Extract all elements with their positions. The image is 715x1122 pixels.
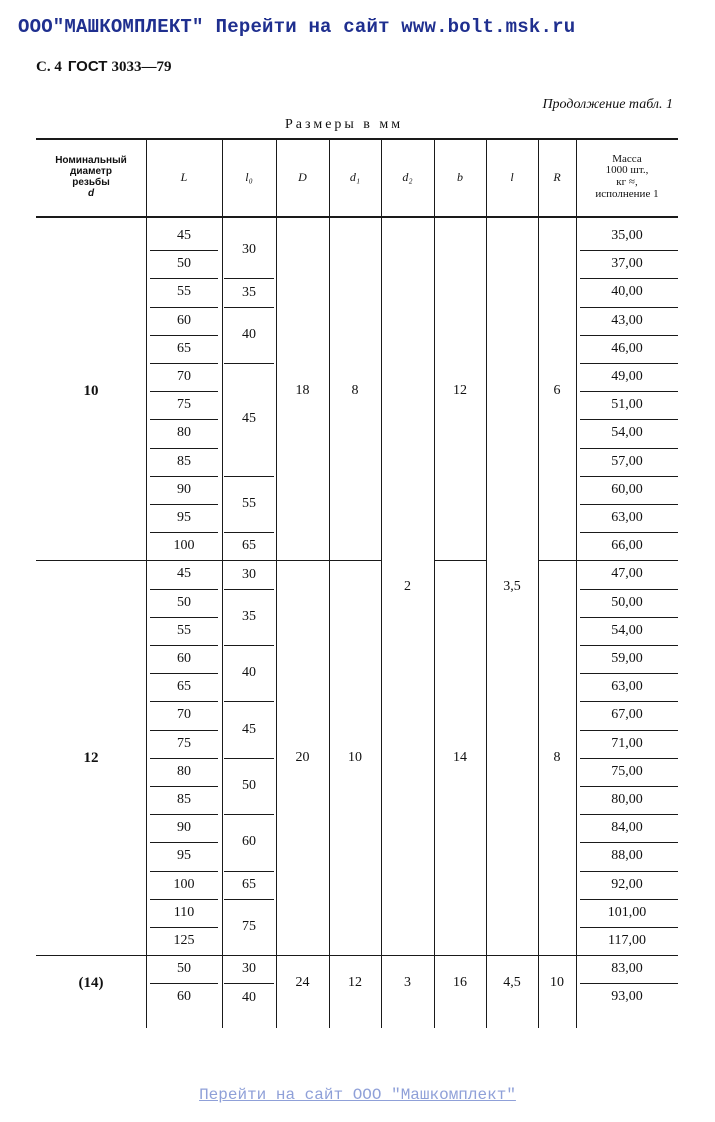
- cell-l0: 60: [242, 834, 256, 850]
- rule-horizontal: [580, 504, 678, 505]
- cell-d1: 12: [348, 975, 362, 991]
- rule-horizontal: [580, 645, 678, 646]
- rule-horizontal: [224, 589, 274, 590]
- rule-horizontal: [580, 391, 678, 392]
- rule-horizontal: [224, 476, 274, 477]
- cell-D: 24: [295, 975, 310, 991]
- table-continuation: Продолжение табл. 1: [542, 97, 673, 112]
- cell-mass: 88,00: [611, 848, 643, 864]
- rule-horizontal: [580, 983, 678, 984]
- header-d-line: Номинальный: [55, 155, 127, 166]
- rule-horizontal: [150, 730, 218, 731]
- cell-L: 45: [177, 566, 191, 582]
- cell-d2: 3: [404, 975, 411, 991]
- cell-l0: 35: [242, 608, 256, 624]
- header-R: R: [553, 169, 561, 184]
- cell-L: 70: [177, 707, 191, 723]
- header-L: L: [180, 169, 188, 184]
- rule-horizontal: [150, 899, 218, 900]
- rule-horizontal: [538, 560, 678, 561]
- cell-l0: 30: [242, 242, 256, 258]
- rule-horizontal: [224, 814, 274, 815]
- rule-horizontal: [150, 307, 218, 308]
- banner-company: ООО"МАШКОМПЛЕКТ": [18, 16, 204, 38]
- cell-L: 110: [173, 904, 195, 920]
- cell-b: 16: [453, 975, 467, 991]
- cell-l0: 30: [242, 961, 256, 977]
- header-d: [36, 138, 146, 216]
- cell-l0: 55: [242, 496, 256, 511]
- cell-l0: 40: [242, 989, 256, 1005]
- cell-l0: 40: [242, 326, 256, 342]
- rule-horizontal: [224, 871, 274, 872]
- rule-horizontal: [580, 335, 678, 336]
- cell-L: 95: [177, 510, 191, 525]
- cell-mass: 75,00: [611, 763, 643, 779]
- header-d-line: резьбы: [72, 177, 110, 188]
- rule-horizontal: [580, 617, 678, 618]
- cell-l0: 65: [242, 538, 256, 554]
- rule-horizontal: [150, 589, 218, 590]
- rule-horizontal: [580, 673, 678, 674]
- rule-horizontal: [580, 363, 678, 364]
- rule-horizontal: [224, 899, 274, 900]
- cell-b: 14: [453, 749, 467, 765]
- cell-d: 12: [83, 749, 99, 766]
- cell-L: 90: [177, 820, 191, 836]
- rule-horizontal: [580, 871, 678, 872]
- cell-mass: 54,00: [611, 622, 643, 638]
- cell-mass: 83,00: [611, 961, 643, 977]
- page-number: С. 4: [36, 59, 62, 75]
- rule-horizontal: [150, 448, 218, 449]
- cell-mass: 60,00: [611, 481, 643, 497]
- rule-horizontal: [150, 758, 218, 759]
- header-d1: d₁: [349, 169, 361, 184]
- rule-horizontal: [580, 899, 678, 900]
- rule-horizontal: [36, 955, 678, 956]
- rule-horizontal: [580, 307, 678, 308]
- cell-mass: 35,00: [611, 228, 643, 243]
- cell-D: 18: [295, 383, 310, 399]
- cell-mass: 40,00: [611, 284, 643, 300]
- rule-vertical: [222, 138, 223, 1028]
- cell-mass: 59,00: [611, 651, 643, 666]
- rule-vertical: [434, 138, 435, 1028]
- cell-d: 10: [83, 383, 99, 400]
- cell-mass: 71,00: [611, 735, 643, 751]
- rule-horizontal: [580, 448, 678, 449]
- rule-horizontal: [36, 560, 381, 561]
- header-b: b: [457, 169, 463, 184]
- cell-L: 65: [177, 679, 191, 695]
- cell-L: 60: [177, 989, 191, 1005]
- rule-horizontal: [224, 645, 274, 646]
- cell-mass: 54,00: [611, 425, 643, 441]
- cell-D: 20: [295, 749, 310, 765]
- rule-horizontal: [580, 532, 678, 533]
- rule-horizontal: [150, 532, 218, 533]
- cell-R: 8: [553, 749, 561, 765]
- rule-vertical: [538, 138, 539, 1028]
- rule-horizontal: [580, 814, 678, 815]
- rule-horizontal: [580, 589, 678, 590]
- rule-horizontal: [580, 842, 678, 843]
- cell-mass: 84,00: [611, 820, 643, 836]
- header-mass-line: Масса: [612, 152, 642, 165]
- banner-link[interactable]: Перейти на сайт www.bolt.msk.ru: [215, 16, 576, 38]
- cell-l-shared: 3,5: [503, 578, 521, 594]
- cell-d: (14): [78, 975, 104, 992]
- cell-L: 80: [177, 425, 191, 441]
- cell-mass: 63,00: [611, 510, 643, 525]
- rule-horizontal: [150, 814, 218, 815]
- cell-mass: 66,00: [611, 538, 643, 554]
- footer-link[interactable]: Перейти на сайт ООО "Машкомплект": [199, 1086, 516, 1104]
- cell-L: 60: [177, 651, 191, 666]
- header-l0: l₀: [245, 169, 253, 184]
- cell-L: 50: [177, 961, 191, 977]
- cell-L: 45: [177, 228, 191, 243]
- cell-L: 75: [177, 397, 191, 413]
- cell-R: 10: [550, 975, 564, 991]
- rule-horizontal: [150, 391, 218, 392]
- rule-horizontal: [434, 560, 486, 561]
- cell-L: 80: [177, 763, 191, 779]
- cell-L: 85: [177, 453, 191, 469]
- rule-horizontal: [224, 363, 274, 364]
- cell-L: 75: [177, 735, 191, 751]
- rule-horizontal: [150, 419, 218, 420]
- cell-L: 100: [173, 876, 195, 892]
- header-mass: [576, 138, 678, 216]
- cell-mass: 63,00: [611, 679, 643, 695]
- cell-L: 90: [177, 481, 191, 497]
- rule-horizontal: [580, 730, 678, 731]
- rule-horizontal: [580, 278, 678, 279]
- rule-horizontal: [150, 504, 218, 505]
- rule-horizontal: [36, 216, 678, 218]
- header-mass-line: 1000 шт.,: [605, 164, 649, 177]
- rule-horizontal: [580, 476, 678, 477]
- cell-L: 60: [177, 312, 191, 328]
- standard-name: ГОСТ: [67, 58, 108, 75]
- cell-mass: 80,00: [611, 792, 643, 807]
- rule-horizontal: [224, 278, 274, 279]
- cell-mass: 47,00: [611, 566, 643, 582]
- cell-l0: 35: [242, 284, 256, 300]
- cell-L: 50: [177, 594, 191, 610]
- cell-d2-shared: 2: [404, 578, 411, 594]
- cell-L: 85: [177, 792, 191, 807]
- cell-d1: 10: [348, 749, 362, 765]
- site-banner[interactable]: [18, 16, 575, 38]
- standard-number: 3033—79: [111, 59, 172, 75]
- cell-l0: 30: [242, 566, 256, 582]
- cell-mass: 92,00: [611, 876, 643, 892]
- rule-horizontal: [580, 250, 678, 251]
- rule-horizontal: [150, 786, 218, 787]
- rule-horizontal: [150, 335, 218, 336]
- rule-horizontal: [580, 419, 678, 420]
- header-l: l: [510, 169, 514, 184]
- cell-l0: 65: [242, 876, 256, 892]
- header-mass-line: исполнение 1: [595, 187, 659, 200]
- rule-horizontal: [150, 983, 218, 984]
- rule-horizontal: [580, 786, 678, 787]
- cell-mass: 101,00: [607, 904, 647, 920]
- rule-horizontal: [224, 701, 274, 702]
- cell-mass: 117,00: [608, 933, 646, 948]
- rule-vertical: [329, 138, 330, 1028]
- cell-L: 125: [173, 933, 195, 948]
- cell-L: 50: [177, 256, 191, 272]
- rule-horizontal: [150, 927, 218, 928]
- header-d-line: диаметр: [70, 166, 112, 177]
- cell-l0: 50: [242, 778, 256, 793]
- cell-L: 70: [177, 369, 191, 384]
- cell-mass: 93,00: [611, 989, 643, 1005]
- rule-horizontal: [150, 842, 218, 843]
- rule-horizontal: [150, 363, 218, 364]
- header-D: D: [298, 169, 307, 184]
- header-mass-line: кг ≈,: [616, 176, 638, 188]
- cell-mass: 50,00: [611, 594, 643, 610]
- cell-L: 55: [177, 284, 191, 300]
- cell-L: 55: [177, 622, 191, 638]
- cell-l0: 45: [242, 721, 256, 737]
- cell-l0: 40: [242, 665, 256, 681]
- rule-horizontal: [224, 307, 274, 308]
- page-header: [36, 58, 171, 76]
- rule-vertical: [276, 138, 277, 1028]
- cell-mass: 46,00: [611, 340, 643, 356]
- rule-horizontal: [224, 532, 274, 533]
- rule-horizontal: [150, 645, 218, 646]
- cell-l0: 45: [242, 411, 256, 427]
- cell-mass: 37,00: [611, 256, 643, 272]
- cell-L: 100: [173, 538, 195, 554]
- cell-mass: 57,00: [611, 453, 643, 469]
- cell-l: 4,5: [503, 975, 521, 991]
- cell-mass: 49,00: [611, 369, 643, 384]
- rule-horizontal: [580, 927, 678, 928]
- units-caption: Размеры в мм: [285, 117, 404, 132]
- cell-d1: 8: [351, 383, 359, 399]
- header-d2: d₂: [402, 169, 413, 184]
- cell-mass: 43,00: [611, 312, 643, 328]
- rule-horizontal: [150, 476, 218, 477]
- rule-horizontal: [580, 758, 678, 759]
- cell-b: 12: [453, 383, 467, 399]
- cell-mass: 51,00: [611, 397, 643, 413]
- header-d-line: d: [87, 188, 95, 199]
- rule-horizontal: [224, 758, 274, 759]
- rule-horizontal: [224, 983, 274, 984]
- rule-horizontal: [580, 701, 678, 702]
- cell-mass: 67,00: [611, 707, 643, 723]
- dimensions-table: [36, 138, 678, 1028]
- cell-L: 65: [177, 340, 191, 356]
- rule-horizontal: [150, 278, 218, 279]
- rule-horizontal: [150, 871, 218, 872]
- rule-horizontal: [150, 701, 218, 702]
- cell-l0: 75: [242, 919, 256, 934]
- rule-horizontal: [150, 673, 218, 674]
- rule-horizontal: [150, 250, 218, 251]
- rule-horizontal: [150, 617, 218, 618]
- cell-R: 6: [553, 383, 561, 399]
- cell-L: 95: [177, 848, 191, 864]
